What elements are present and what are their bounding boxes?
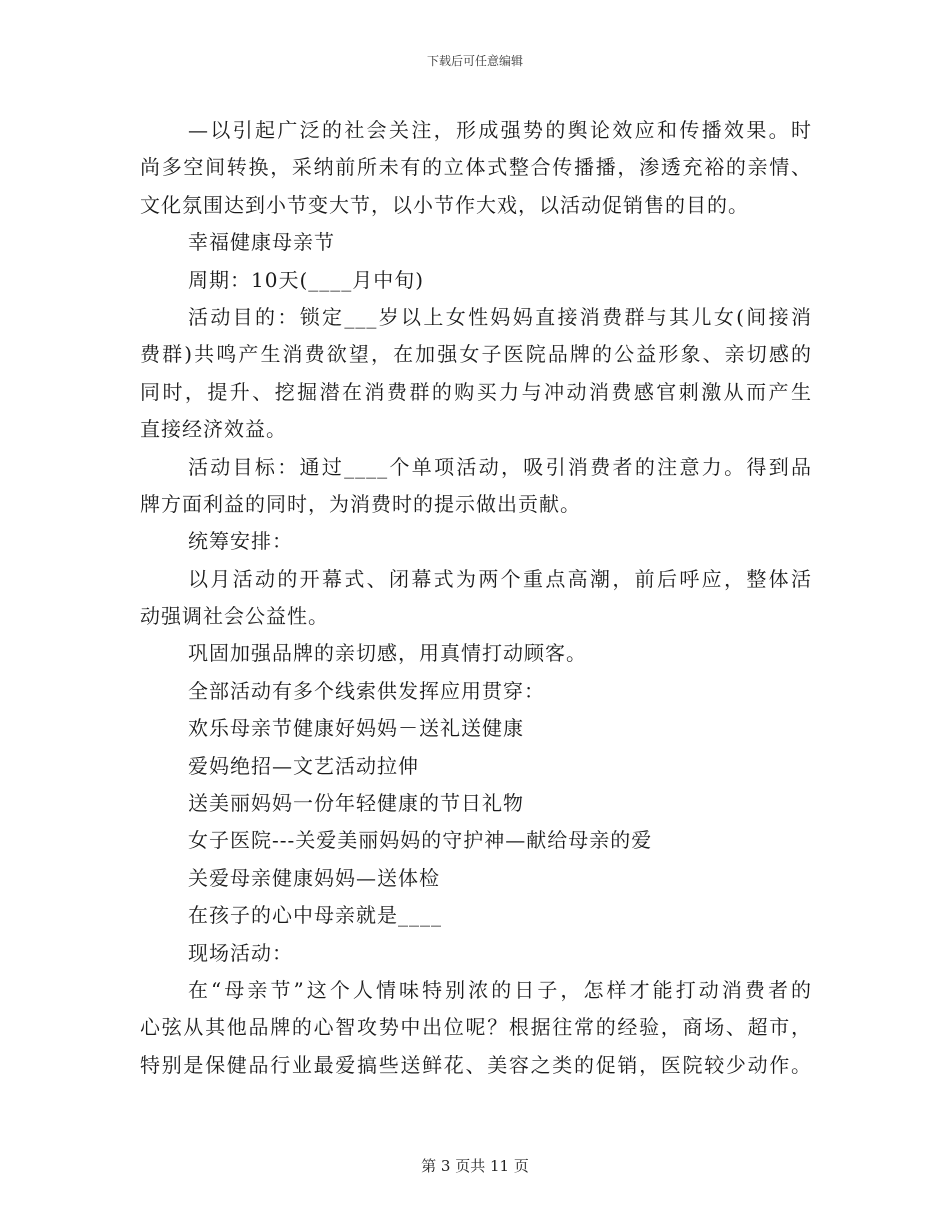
text-line: 牌方面利益的同时，为消费时的提示做出贡献。 [140,491,581,516]
text-line: 活动目标：通过____个单项活动，吸引消费者的注意力。得到品 [188,454,812,479]
text-line: 活动目的：锁定___岁以上女性妈妈直接消费群与其儿女(间接消 [188,304,812,329]
document-body [140,112,812,1084]
text-line: 送美丽妈妈一份年轻健康的节日礼物 [188,791,524,816]
text-line: 费群)共鸣产生消费欲望，在加强女子医院品牌的公益形象、亲切感的 [140,342,812,367]
text-line: 动强调社会公益性。 [140,604,329,629]
text-line: 全部活动有多个线索供发挥应用贯穿： [188,678,545,703]
text-line: 周期：10天(____月中旬) [188,267,425,292]
text-line: 直接经济效益。 [140,417,287,442]
text-line: 关爱母亲健康妈妈—送体检 [188,865,440,890]
text-line: 女子医院---关爱美丽妈妈的守护神—献给母亲的爱 [188,828,653,853]
text-line: 幸福健康母亲节 [188,230,335,255]
page-header: 下载后可任意编辑 [426,54,523,68]
text-line: 心弦从其他品牌的心智攻势中出位呢？根据往常的经验，商场、超市， [140,1015,812,1040]
text-line: 现场活动： [188,940,293,965]
text-line: 在孩子的心中母亲就是____ [188,903,442,928]
text-line: 巩固加强品牌的亲切感，用真情打动顾客。 [188,641,587,666]
text-line: 尚多空间转换，采纳前所未有的立体式整合传播播，渗透充裕的亲情、 [140,155,812,180]
text-line: 文化氛围达到小节变大节，以小节作大戏，以活动促销售的目的。 [140,192,749,217]
text-line: 特别是保健品行业最爱搞些送鲜花、美容之类的促销，医院较少动作。 [140,1052,812,1077]
text-line: 欢乐母亲节健康好妈妈－送礼送健康 [188,716,524,741]
text-line: 在“母亲节”这个人情味特别浓的日子，怎样才能打动消费者的 [188,977,812,1002]
text-line: 同时，提升、挖掘潜在消费群的购买力与冲动消费感官刺激从而产生 [140,379,812,404]
text-line: 以月活动的开幕式、闭幕式为两个重点高潮，前后呼应，整体活 [188,566,812,591]
page-footer: 第 3 页共 11 页 [421,1157,529,1175]
text-line: 统筹安排： [188,529,293,554]
text-line: 爱妈绝招—文艺活动拉伸 [188,753,419,778]
text-line: —以引起广泛的社会关注，形成强势的舆论效应和传播效果。时 [188,118,812,142]
